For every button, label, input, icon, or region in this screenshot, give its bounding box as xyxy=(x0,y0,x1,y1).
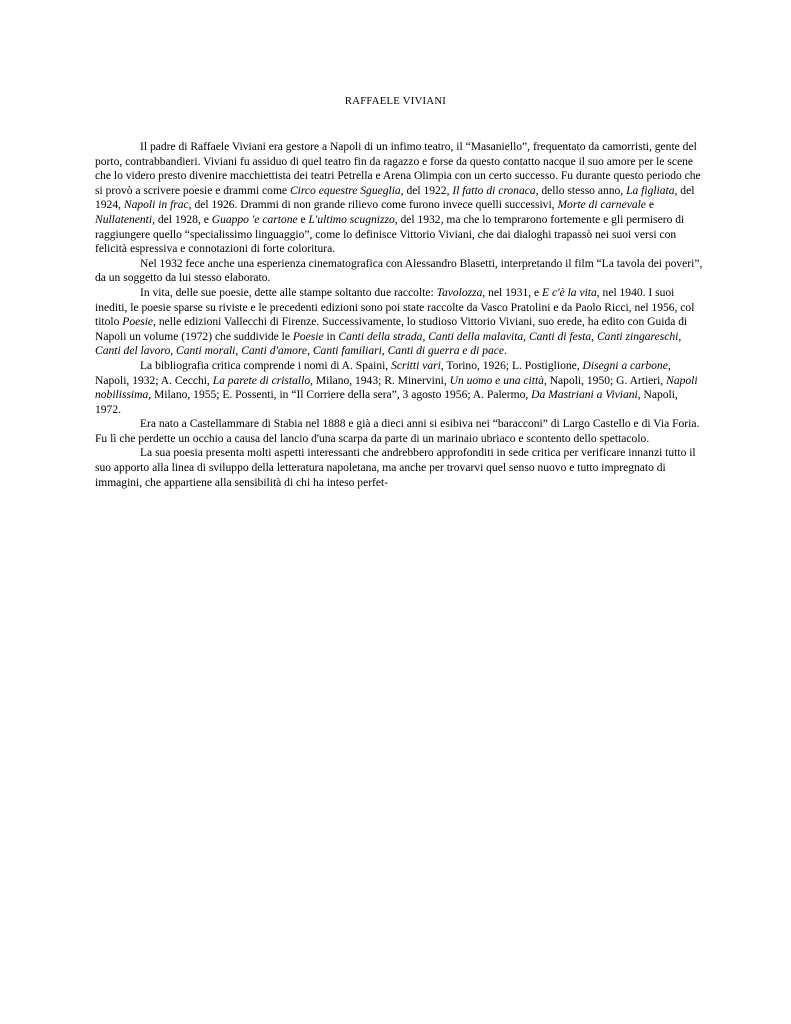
italic-title-text: Un uomo e una città xyxy=(449,374,544,387)
italic-title-text: Il fatto di cronaca xyxy=(452,184,536,197)
italic-title-text: Canti zingareschi xyxy=(596,330,679,343)
italic-title-text: Disegni a carbone xyxy=(582,359,668,372)
paragraph-text: , xyxy=(422,330,429,343)
document-title: RAFFAELE VIVIANI xyxy=(344,96,447,107)
italic-title-text: E c'è la vita xyxy=(542,286,597,299)
paragraph-text: , del 1932, ma che lo temprarono fortemente e gli permisero di raggiungere quello “specialissimo linguaggio”, come lo definisce Vittorio Viviani, che dai dialoghi trapassò nei suoi versi con felicità espressiva e connotazioni di forte coloritura. xyxy=(95,213,685,256)
italic-title-text: Circo equestre Sgueglia xyxy=(289,184,401,197)
italic-title-text: Poesie, xyxy=(122,316,156,329)
paragraph-text: Era nato a Castellammare di Stabia nel 1888 e già a dieci anni si esibiva nei “baracconi” di Largo Castello e di Via Foria. Fu lì che perdette un occhio a causa del lancio d'una scarpa da parte di un marinaio ubriaco e scontento dello spettacolo. xyxy=(95,418,700,445)
paragraph-text: , xyxy=(381,345,388,358)
paragraph-text: , nel 1940. I suoi inediti, le poesie sparse su riviste e le precedenti edizioni sono poi state raccolte da Vasco Pratolini e da Paolo Ricci, nel 1956, col titolo xyxy=(95,286,695,329)
paragraph-text: , del 1926. Drammi di non grande rilievo come furono invece quelli successivi, xyxy=(188,199,558,212)
paragraph-text: , Torino, 1926; L. Postiglione, xyxy=(440,359,583,372)
paragraph xyxy=(95,140,703,257)
paragraph-text: , Napoli, 1972. xyxy=(95,389,678,416)
paragraph-text: e xyxy=(645,199,654,212)
paragraph-text: , del 1922, xyxy=(400,184,453,197)
paragraph xyxy=(95,359,703,417)
italic-title-text: Canti familiari xyxy=(312,345,382,358)
italic-title-text: Canti della malavita xyxy=(428,330,524,343)
italic-title-text: Nullatenenti xyxy=(95,213,153,226)
paragraph-text: Nel 1932 fece anche una esperienza cinematografica con Alessandro Blasetti, interpretando il film “La tavola dei poveri”, da un soggetto da lui stesso elaborato. xyxy=(95,257,703,285)
paragraph xyxy=(95,257,703,286)
italic-title-text: Morte di carnevale xyxy=(557,199,646,212)
italic-title-text: La parete di cristallo xyxy=(212,374,311,387)
italic-title-text: La figliata xyxy=(626,184,675,197)
paragraph-text: , del 1924, xyxy=(95,184,695,212)
document-body xyxy=(95,140,703,490)
italic-title-text: Da Mastriani a Viviani xyxy=(531,389,638,402)
paragraph-text: La bibliografia critica comprende i nomi di A. Spaini, xyxy=(140,359,392,372)
italic-title-text: Canti di guerra e di pace xyxy=(387,345,505,358)
paragraph-text: In vita, delle sue poesie, dette alle stampe soltanto due raccolte: xyxy=(140,286,437,299)
italic-title-text: Scritti vari xyxy=(391,359,441,372)
paragraph-text: La sua poesia presenta molti aspetti interessanti che andrebbero approfonditi in sede critica per verificare innanzi tutto il suo apporto alla linea di sviluppo della letteratura napoletana, ma anche per trovarvi quel senso nuovo e tutto impregnato di immagini, che appartiene alla sensibilità di chi ha inteso perfet- xyxy=(95,447,696,489)
paragraph-text: , xyxy=(678,330,682,343)
paragraph-text: , xyxy=(591,330,597,343)
paragraph-text: , xyxy=(170,345,177,358)
italic-title-text: Canti della strada xyxy=(338,330,423,343)
italic-title-text: Canti del lavoro xyxy=(95,345,171,358)
paragraph xyxy=(95,286,703,359)
paragraph-text: , Napoli, 1932; A. Cecchi, xyxy=(95,359,671,387)
italic-title-text: Napoli in frac xyxy=(123,199,189,212)
italic-title-text: Canti d'amore xyxy=(241,345,308,358)
paragraph-text: . xyxy=(504,345,507,358)
paragraph-text: Il padre di Raffaele Viviani era gestore a Napoli di un infimo teatro, il “Masaniello”, frequentato da camorristi, gente del porto, contrabbandieri. Viviani fu assiduo di quel teatro fin da ragazzo e forse da questo contatto nacque il suo amore per le scene che lo videro presto divenire macchiettista dei teatri Petrella e Arena Olimpia con un certo successo. Fu durante questo periodo che si provò a scrivere poesie e drammi come xyxy=(95,141,701,197)
paragraph-text: , nel 1931, e xyxy=(482,286,543,299)
italic-title-text: Tavolozza xyxy=(436,286,483,299)
italic-title-text: Canti di festa xyxy=(528,330,592,343)
italic-title-text: L'ultimo scugnizzo xyxy=(308,213,395,226)
paragraph-text: , Milano, 1943; R. Minervini, xyxy=(310,374,450,387)
paragraph-text: , Napoli, 1950; G. Artieri, xyxy=(543,374,667,387)
paragraph-text: , xyxy=(523,330,529,343)
paragraph xyxy=(95,446,703,490)
italic-title-text: Poesie xyxy=(292,330,324,343)
paragraph-text: e xyxy=(297,213,309,226)
italic-title-text: Guappo 'e cartone xyxy=(211,213,298,226)
paragraph-text: in xyxy=(323,330,339,343)
italic-title-text: Napoli nobilissima xyxy=(95,374,698,402)
paragraph-text: , dello stesso anno, xyxy=(535,184,627,197)
italic-title-text: Canti morali xyxy=(176,345,236,358)
paragraph-text: , del 1928, e xyxy=(152,213,212,226)
paragraph-text: , Milano, 1955; E. Possenti, in “Il Corriere della sera”, 3 agosto 1956; A. Palermo, xyxy=(148,389,532,402)
paragraph xyxy=(95,417,703,446)
paragraph-text: nelle edizioni Vallecchi di Firenze. Successivamente, lo studioso Vittorio Viviani, suo erede, ha edito con Guida di Napoli un volume (1972) che suddivide le xyxy=(95,316,688,343)
paragraph-text: , xyxy=(307,345,313,358)
paragraph-text: , xyxy=(235,345,242,358)
